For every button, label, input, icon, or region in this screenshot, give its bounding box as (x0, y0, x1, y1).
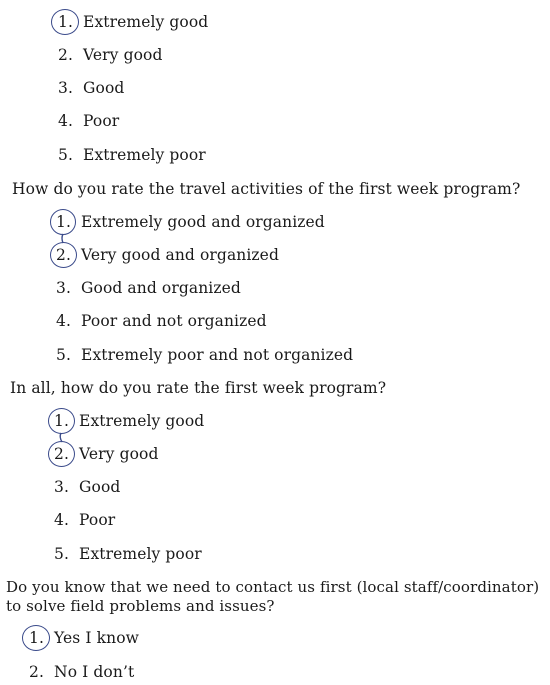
option-label: Poor and not organized (81, 312, 267, 330)
option-label: Extremely good (79, 412, 205, 430)
option-number: 3. (54, 478, 69, 496)
option-label: Extremely poor (79, 545, 202, 563)
handwritten-circle-q2-option-2 (50, 242, 77, 268)
option-number: 2. (54, 445, 69, 463)
q1-option-1 (58, 12, 208, 32)
option-number: 4. (54, 511, 69, 529)
q1-option-4 (58, 111, 119, 131)
option-label: Extremely good (83, 13, 209, 31)
option-number: 1. (29, 629, 44, 647)
option-number: 2. (58, 46, 73, 64)
q3-option-5 (54, 544, 202, 564)
q4-question-line-1: Do you know that we need to contact us first (local staff/coordinator) (6, 578, 540, 596)
option-label: Good (79, 478, 121, 496)
option-label: Very good and organized (81, 246, 279, 264)
q2-question: How do you rate the travel activities of the first week program? (12, 180, 521, 198)
option-label: Poor (79, 511, 116, 529)
option-number: 4. (56, 312, 71, 330)
option-label: Extremely good and organized (81, 213, 325, 231)
handwritten-circle-q2-option-1 (50, 209, 76, 235)
q1-option-2 (58, 45, 162, 65)
option-label: Extremely poor and not organized (81, 346, 354, 364)
q2-option-2 (56, 245, 279, 265)
option-number: 1. (54, 412, 69, 430)
q3-option-1 (54, 411, 204, 431)
option-label: Poor (83, 112, 120, 130)
option-number: 4. (58, 112, 73, 130)
q2-option-5 (56, 345, 353, 365)
q4-question-line-2: to solve field problems and issues? (6, 597, 275, 615)
option-number: 3. (56, 279, 71, 297)
option-number: 2. (29, 663, 44, 681)
q2-option-4 (56, 311, 267, 331)
option-label: Very good (83, 46, 163, 64)
q2-option-1 (56, 212, 325, 232)
option-label: Very good (79, 445, 159, 463)
option-number: 3. (58, 79, 73, 97)
option-label: Yes I know (54, 629, 139, 647)
option-number: 5. (54, 545, 69, 563)
handwritten-circle-q3-option-2 (48, 441, 75, 467)
q1-option-5 (58, 145, 206, 165)
q1-option-3 (58, 78, 124, 98)
option-number: 5. (56, 346, 71, 364)
handwritten-circle-q4-option-1 (22, 625, 50, 651)
q3-question: In all, how do you rate the first week program? (10, 379, 387, 397)
q3-option-3 (54, 477, 120, 497)
q3-option-4 (54, 510, 115, 530)
q2-option-3 (56, 278, 241, 298)
option-number: 1. (58, 13, 73, 31)
q4-option-2 (29, 662, 134, 682)
option-label: No I don’t (54, 663, 135, 681)
handwritten-circle-q1-option-1 (51, 9, 79, 35)
handwritten-circle-q3-option-1 (48, 408, 75, 434)
option-number: 5. (58, 146, 73, 164)
option-number: 2. (56, 246, 71, 264)
option-label: Good and organized (81, 279, 241, 297)
option-number: 1. (56, 213, 71, 231)
option-label: Extremely poor (83, 146, 206, 164)
option-label: Good (83, 79, 125, 97)
